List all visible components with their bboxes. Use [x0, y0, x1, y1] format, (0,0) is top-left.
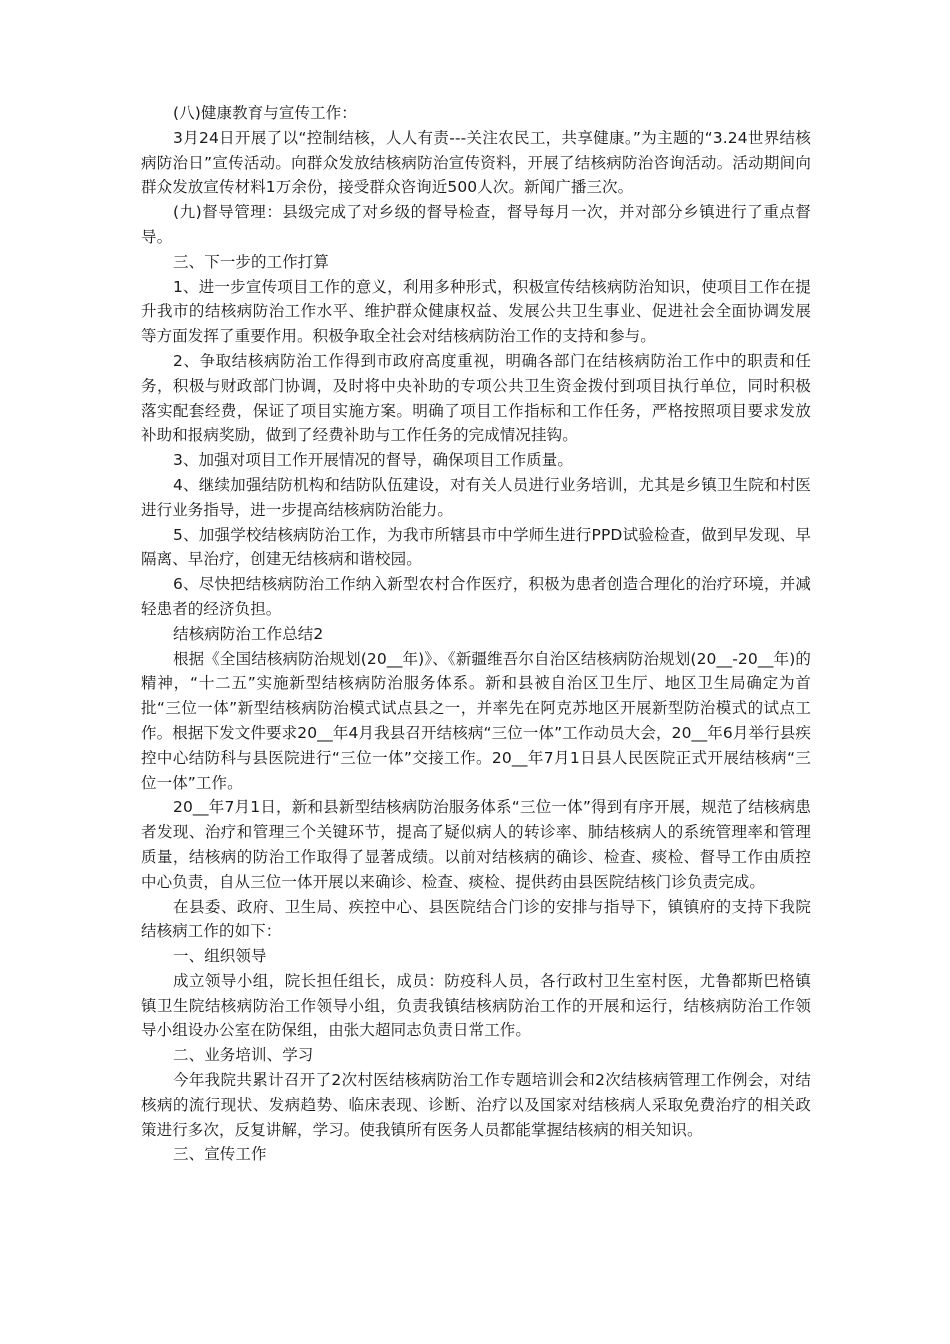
paragraph-item-3: 3、加强对项目工作开展情况的督导，确保项目工作质量。 [173, 451, 573, 470]
paragraph-item-2: 2、争取结核病防治工作得到市政府高度重视，明确各部门在结核病防治工作中的职责和任务，积极与财政部门协调，及时将中央补助的专项公共卫生资金拨付到项目执行单位，同时积极落实配套经费，保证了项目实施方案。明确了项目工作指标和工作任务，严格按照项目要求发放补助和报病奖励，做到了经费补助与工作任务的完成情况挂钩。 [141, 351, 811, 445]
paragraph-planning-basis: 根据《全国结核病防治规划(20__年)》、《新疆维吾尔自治区结核病防治规划(20__-20__年)的精神，“十二五”实施新型结核病防治服务体系。新和县被自治区卫生厅、地区卫生局确定为首批“三位一体”新型结核病防治模式试点县之一，并率先在阿克苏地区开展新型防治模式的试点工作。根据下发文件要求20__年4月我县召开结核病“三位一体”工作动员大会，20__年6月举行县疾控中心结防科与县医院进行“三位一体”交接工作。20__年7月1日县人民医院正式开展结核病“三位一体”工作。 [141, 649, 811, 792]
paragraph-guidance: 在县委、政府、卫生局、疾控中心、县医院结合门诊的安排与指导下，镇镇府的支持下我院结核病工作的如下： [141, 897, 811, 941]
paragraph-supervision: (九)督导管理：县级完成了对乡级的督导检查，督导每月一次，并对部分乡镇进行了重点督导。 [141, 203, 811, 246]
document-subtitle: 结核病防治工作总结2 [173, 624, 324, 643]
document-body [141, 101, 811, 1167]
section-heading-publicity: 三、宣传工作 [173, 1145, 267, 1164]
paragraph-world-tb-day: 3月24日开展了以“控制结核，人人有责---关注农民工，共享健康。”为主题的“3.24世界结核病防治日”宣传活动。向群众发放结核病防治宣传资料，开展了结核病防治咨询活动。活动期间向群众发放宣传材料1万余份，接受群众咨询近500人次。新闻广播三次。 [141, 128, 811, 197]
section-heading-health-education: (八)健康教育与宣传工作： [173, 104, 357, 122]
paragraph-item-4: 4、继续加强结防机构和结防队伍建设，对有关人员进行业务培训，尤其是乡镇卫生院和村医进行业务指导，进一步提高结核病防治能力。 [141, 475, 811, 519]
paragraph-item-1: 1、进一步宣传项目工作的意义，利用多种形式，积极宣传结核病防治知识，使项目工作在提升我市的结核病防治工作水平、维护群众健康权益、发展公共卫生事业、促进社会全面协调发展等方面发挥了重要作用。积极争取全社会对结核病防治工作的支持和参与。 [141, 277, 811, 346]
paragraph-training: 今年我院共累计召开了2次村医结核病防治工作专题培训会和2次结核病管理工作例会，对结核病的流行现状、发病趋势、临床表现、诊断、治疗以及国家对结核病人采取免费治疗的相关政策进行多次，反复讲解，学习。使我镇所有医务人员都能掌握结核病的相关知识。 [141, 1071, 811, 1139]
section-heading-leadership: 一、组织领导 [173, 947, 267, 966]
paragraph-three-in-one: 20__年7月1日，新和县新型结核病防治服务体系“三位一体”得到有序开展，规范了结核病患者发现、治疗和管理三个关键环节，提高了疑似病人的转诊率、肺结核病人的系统管理率和管理质量，结核病的防治工作取得了显著成绩。以前对结核病的确诊、检查、痰检、督导工作由质控中心负责，自从三位一体开展以来确诊、检查、痰检、提供药由县医院结核门诊负责完成。 [141, 798, 811, 891]
section-heading-next-steps: 三、下一步的工作打算 [173, 252, 330, 271]
paragraph-item-5: 5、加强学校结核病防治工作，为我市所辖县市中学师生进行PPD试验检查，做到早发现、早隔离、早治疗，创建无结核病和谐校园。 [141, 525, 811, 569]
paragraph-leadership: 成立领导小组，院长担任组长，成员：防疫科人员，各行政村卫生室村医，尤鲁都斯巴格镇镇卫生院结核病防治工作领导小组，负责我镇结核病防治工作的开展和运行，结核病防治工作领导小组设办公室在防保组，由张大超同志负责日常工作。 [141, 971, 811, 1040]
paragraph-item-6: 6、尽快把结核病防治工作纳入新型农村合作医疗，积极为患者创造合理化的治疗环境，并减轻患者的经济负担。 [141, 575, 811, 618]
section-heading-training: 二、业务培训、学习 [173, 1046, 314, 1065]
